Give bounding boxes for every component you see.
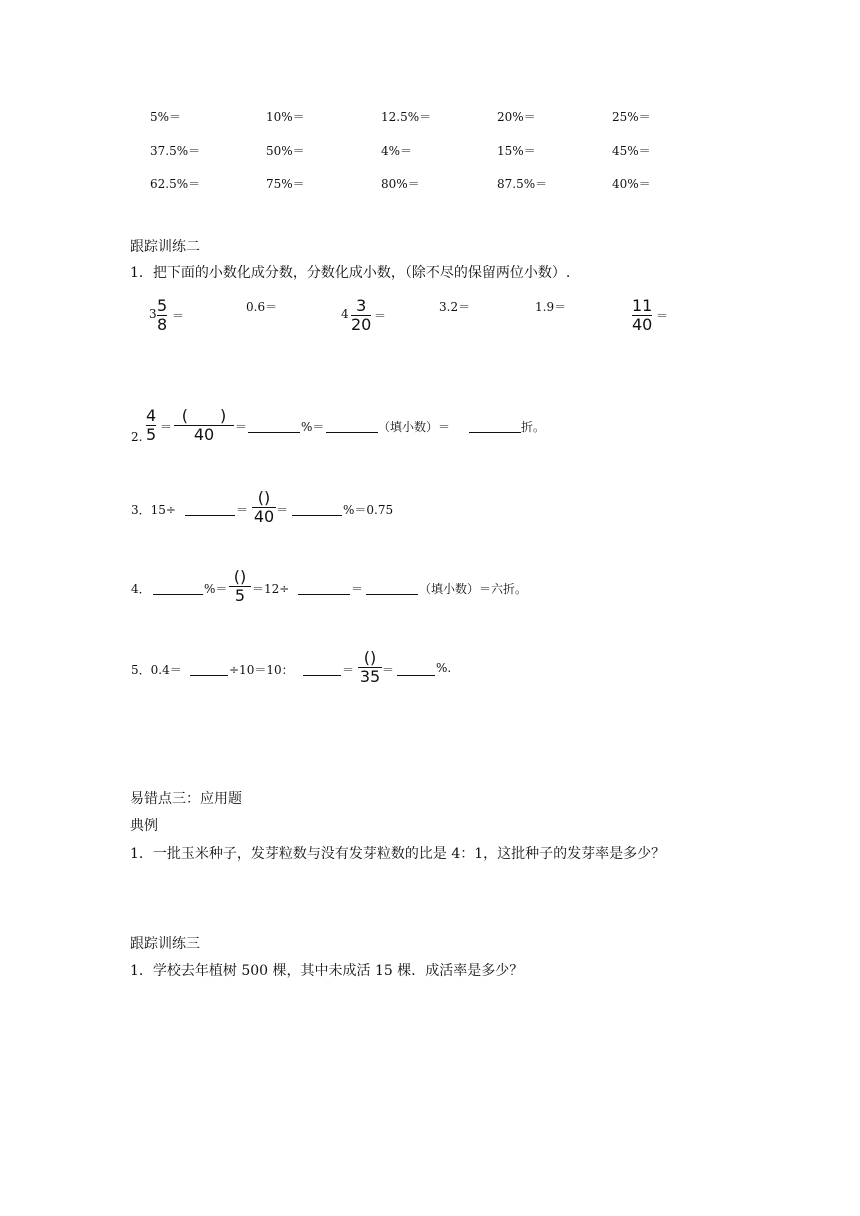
percent-item: 75%＝ <box>266 177 305 191</box>
percent-item: 37.5%＝ <box>150 144 201 158</box>
answer-blank[interactable] <box>469 418 521 433</box>
ratio-text: ÷10＝10： <box>229 663 294 677</box>
percent-item: 25%＝ <box>612 110 651 124</box>
percent-sign: %＝ <box>204 582 228 596</box>
percent-row-1 <box>0 108 860 128</box>
equals-sign: ＝ <box>382 663 395 677</box>
percent-item: 45%＝ <box>612 144 651 158</box>
mixed-whole: 4 <box>341 307 349 321</box>
fraction: 5 8 <box>157 296 168 334</box>
equals-sign: ＝ <box>351 582 364 596</box>
percent-item: 40%＝ <box>612 177 651 191</box>
example-question: 1．一批玉米种子，发芽粒数与没有发芽粒数的比是 4：1，这批种子的发芽率是多少？ <box>130 846 666 862</box>
equals-sign: ＝ <box>160 420 173 434</box>
equals-sign: ＝ <box>656 309 669 323</box>
question-index: 3．15÷ <box>131 503 176 517</box>
division-text: ＝12÷ <box>252 582 290 596</box>
decimal-item: 0.6＝ <box>246 300 278 314</box>
answer-blank[interactable] <box>292 501 342 516</box>
question-tail: （填小数）＝六折。 <box>419 582 528 596</box>
percent-item: 87.5%＝ <box>497 177 548 191</box>
section-title: 跟踪训练三 <box>130 936 200 952</box>
answer-blank[interactable] <box>185 501 235 516</box>
fill-decimal-note: （填小数）＝ <box>378 420 451 434</box>
equals-sign: ＝ <box>235 420 248 434</box>
decimal-item: 3.2＝ <box>439 300 471 314</box>
percent-item: 5%＝ <box>150 110 182 124</box>
answer-blank[interactable] <box>298 580 350 595</box>
percent-item: 4%＝ <box>381 144 413 158</box>
fraction: 3 20 <box>351 296 372 334</box>
equals-sign: ＝ <box>342 663 355 677</box>
fraction-blank: () 40 <box>253 488 275 526</box>
question-tail: %＝0.75 <box>343 503 394 517</box>
section-title: 跟踪训练二 <box>130 239 200 255</box>
percent-item: 20%＝ <box>497 110 536 124</box>
discount-label: 折。 <box>521 420 546 434</box>
fraction-blank: () 35 <box>359 648 381 686</box>
equals-sign: ＝ <box>276 503 289 517</box>
percent-item: 10%＝ <box>266 110 305 124</box>
answer-blank[interactable] <box>326 418 378 433</box>
percent-item: 12.5%＝ <box>381 110 432 124</box>
question-1-text: 1．把下面的小数化成分数，分数化成小数，（除不尽的保留两位小数）. <box>130 265 571 281</box>
answer-blank[interactable] <box>248 418 300 433</box>
percent-item: 80%＝ <box>381 177 420 191</box>
percent-sign: %＝ <box>301 420 325 434</box>
answer-blank[interactable] <box>303 661 341 676</box>
answer-blank[interactable] <box>153 580 203 595</box>
equals-sign: ＝ <box>236 503 249 517</box>
equals-sign: ＝ <box>172 309 185 323</box>
equals-sign: ＝ <box>374 309 387 323</box>
percent-item: 62.5%＝ <box>150 177 201 191</box>
answer-blank[interactable] <box>397 661 435 676</box>
fraction: 11 40 <box>632 296 653 334</box>
question-index: 5．0.4＝ <box>131 663 182 677</box>
percent-row-2 <box>0 142 860 162</box>
percent-item: 50%＝ <box>266 144 305 158</box>
fraction-blank: () 5 <box>229 569 251 604</box>
percent-row-3 <box>0 175 860 195</box>
decimal-item: 1.9＝ <box>535 300 567 314</box>
question-index: 2. <box>131 430 143 444</box>
answer-blank[interactable] <box>366 580 418 595</box>
section-title: 易错点三：应用题 <box>130 791 242 807</box>
example-label: 典例 <box>130 818 158 834</box>
fraction: 4 5 <box>146 406 157 444</box>
percent-item: 15%＝ <box>497 144 536 158</box>
mixed-whole: 3 <box>149 307 157 321</box>
fraction-blank: ( ) 40 <box>174 408 234 443</box>
question-index: 4． <box>131 582 151 596</box>
percent-sign: %. <box>436 661 452 675</box>
answer-blank[interactable] <box>190 661 228 676</box>
practice-question: 1．学校去年植树 500 棵，其中未成活 15 棵．成活率是多少？ <box>130 963 524 979</box>
